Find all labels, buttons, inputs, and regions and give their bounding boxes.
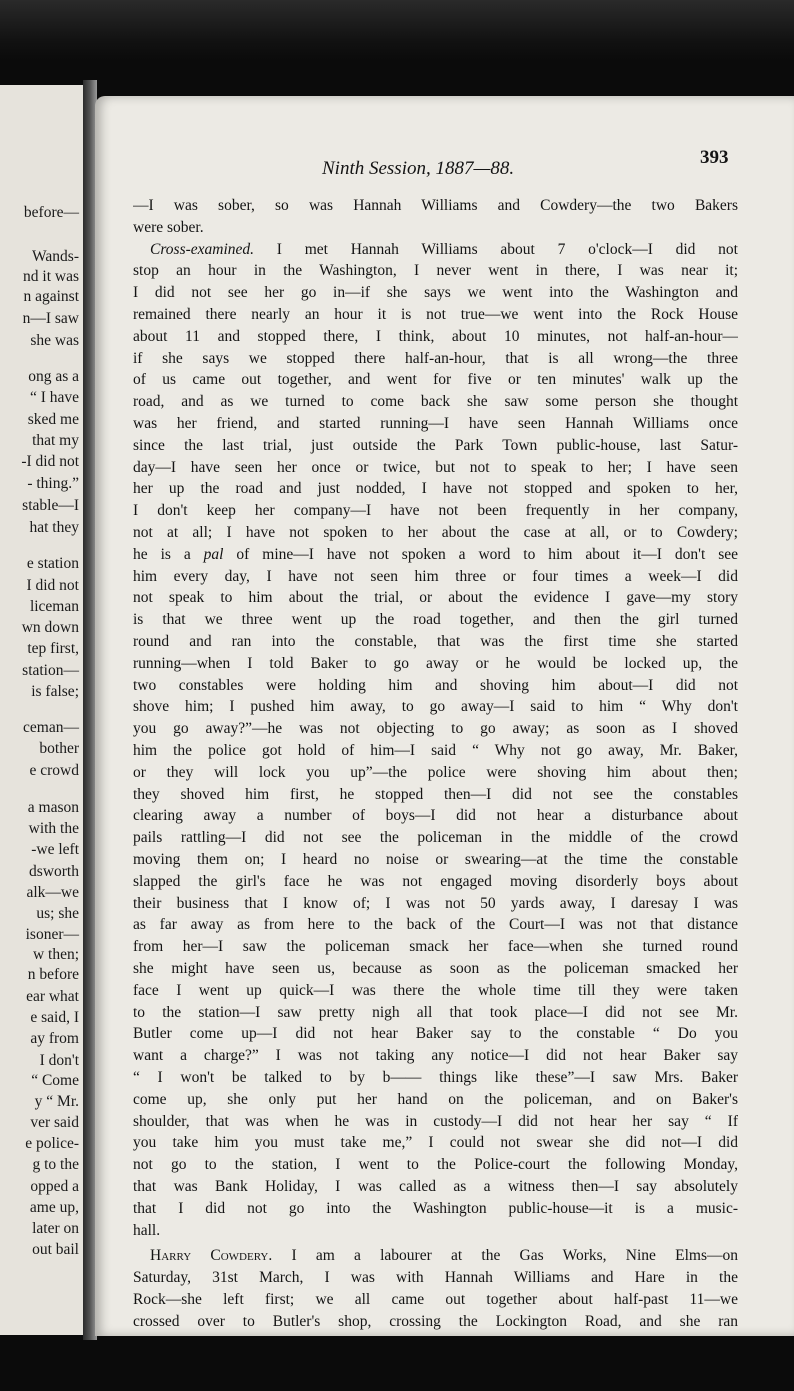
margin-fragment: I did not bbox=[26, 577, 79, 594]
text-line: Saturday, 31st March, I was with Hannah Williams and Hare in the bbox=[133, 1269, 738, 1286]
text-line: I don't keep her company—I have not been frequently in her company, bbox=[133, 502, 738, 519]
text-line: running—when I told Baker to go away or he would be locked up, the bbox=[133, 655, 738, 672]
text-line: if she says we stopped there half-an-hour, that is all wrong—the three bbox=[133, 350, 738, 367]
margin-fragment: e police- bbox=[25, 1135, 79, 1152]
previous-page-edge bbox=[0, 85, 85, 1335]
text-line: crossed over to Butler's shop, crossing the Lockington Road, and she ran bbox=[133, 1313, 738, 1330]
margin-fragment: I don't bbox=[39, 1052, 79, 1069]
margin-fragment: ver said bbox=[30, 1114, 79, 1131]
text-line bbox=[150, 240, 738, 260]
text-line: that was Bank Holiday, I was called as a witness then—I say absolutely bbox=[133, 1178, 738, 1195]
running-title: Ninth Session, 1887—88. bbox=[322, 158, 515, 179]
text-line: moving them on; I heard no noise or swearing—at the time the constable bbox=[133, 851, 738, 868]
text-line: I did not see her go in—if she says we went into the Washington and bbox=[133, 284, 738, 301]
line-text: I met Hannah Williams about 7 o'clock—I did not bbox=[254, 241, 738, 258]
text-line: of us came out together, and went for five or ten minutes' walk up the bbox=[133, 371, 738, 388]
margin-fragment: tep first, bbox=[27, 640, 79, 657]
text-line: him every day, I have not seen him three or four times a week—I did bbox=[133, 568, 738, 585]
text-line: come up, she only put her hand on the policeman, and on Baker's bbox=[133, 1091, 738, 1108]
text-line: day—I have seen her once or twice, but not to speak to her; I have seen bbox=[133, 459, 738, 476]
margin-fragment: out bail bbox=[32, 1241, 79, 1258]
margin-fragment: ame up, bbox=[29, 1199, 79, 1216]
text-line: or they will lock you up”—the police were shoving him about then; bbox=[133, 764, 738, 781]
margin-fragment: y “ Mr. bbox=[34, 1093, 79, 1110]
text-line: Butler come up—I did not hear Baker say to the constable “ Do you bbox=[133, 1025, 738, 1042]
cross-examined-label: Cross-examined. bbox=[150, 241, 255, 258]
margin-fragment: Wands- bbox=[32, 248, 79, 265]
text-line: face I went up quick—I was there the whole time till they were taken bbox=[133, 982, 738, 999]
margin-fragment: e said, I bbox=[30, 1009, 79, 1026]
margin-fragment: “ Come bbox=[31, 1072, 79, 1089]
text-line: shove him; I pushed him away, to go away—I said to him “ Why don't bbox=[133, 698, 738, 715]
text-line: not go to the station, I went to the Police-court the following Monday, bbox=[133, 1156, 738, 1173]
text-line: slapped the girl's face he was not engaged moving disorderly boys about bbox=[133, 873, 738, 890]
margin-fragment: before— bbox=[23, 204, 79, 221]
scanner-edge-top bbox=[0, 0, 794, 60]
margin-fragment: n before bbox=[27, 966, 79, 983]
text-line: two constables were holding him and shoving him about—I did not bbox=[133, 677, 738, 694]
margin-fragment: us; she bbox=[36, 905, 79, 922]
text-line: clearing away a number of boys—I did not hear a disturbance about bbox=[133, 807, 738, 824]
text-line: about 11 and stopped there, I think, about 10 minutes, not half-an-hour— bbox=[133, 328, 738, 345]
margin-fragment: with the bbox=[28, 820, 79, 837]
text-line: remained there nearly an hour it is not true—we went into the Rock House bbox=[133, 306, 738, 323]
line-text: I am a labourer at the Gas Works, Nine Elms—on bbox=[272, 1247, 738, 1264]
text-line: her up the road and just nodded, I have not stopped and spoken to her, bbox=[133, 480, 738, 497]
line-text: of mine—I have not spoken a word to him about it—I don't see bbox=[223, 546, 738, 563]
margin-fragment: “ I have bbox=[29, 389, 79, 406]
text-line: not at all; I have not spoken to her about the case at all, or to Cowdery; bbox=[133, 524, 738, 541]
margin-fragment: e crowd bbox=[29, 762, 79, 779]
scanner-edge-bottom bbox=[0, 1340, 794, 1391]
margin-fragment: n—I saw bbox=[22, 310, 79, 327]
text-line bbox=[150, 1246, 738, 1266]
margin-fragment: nd it was bbox=[23, 268, 79, 285]
margin-fragment: ear what bbox=[26, 988, 79, 1005]
pal-italic: pal bbox=[203, 546, 224, 563]
text-line: is that we three went up the road together, and then the girl turned bbox=[133, 611, 738, 628]
margin-fragment: dsworth bbox=[29, 863, 79, 880]
text-line: round and ran into the constable, that was the first time she started bbox=[133, 633, 738, 650]
text-line: shoulder, that was when he was in custody—I did not hear her say “ If bbox=[133, 1113, 738, 1130]
text-line: road, and as we turned to come back she saw some person she thought bbox=[133, 393, 738, 410]
margin-fragment: - thing.” bbox=[27, 475, 79, 492]
text-line: “ I won't be talked to by b—— things like these”—I saw Mrs. Baker bbox=[133, 1069, 738, 1086]
text-line: hall. bbox=[133, 1222, 161, 1239]
text-line: you take him you must take me,” I could not swear she did not—I did bbox=[133, 1134, 738, 1151]
text-line: as far away as from here to the back of the Court—I was not that distance bbox=[133, 916, 738, 933]
margin-fragment: station— bbox=[22, 662, 79, 679]
text-line: their business that I know of; I was not 50 yards away, I daresay I was bbox=[133, 895, 738, 912]
margin-fragment: she was bbox=[30, 332, 79, 349]
margin-fragment: liceman bbox=[29, 598, 79, 615]
text-line: pails rattling—I did not see the policeman in the middle of the crowd bbox=[133, 829, 738, 846]
margin-fragment: ay from bbox=[30, 1030, 79, 1047]
margin-fragment: ceman— bbox=[23, 719, 79, 736]
margin-fragment: isoner— bbox=[25, 926, 79, 943]
page-number: 393 bbox=[700, 147, 729, 168]
margin-fragment: bother bbox=[39, 740, 79, 757]
margin-fragment: is false; bbox=[31, 683, 79, 700]
margin-fragment: wn down bbox=[21, 619, 79, 636]
margin-fragment: hat they bbox=[29, 519, 79, 536]
margin-fragment: that my bbox=[32, 432, 79, 449]
margin-fragment: a mason bbox=[27, 799, 79, 816]
margin-fragment: e station bbox=[26, 555, 79, 572]
text-line: that I did not go into the Washington public-house—it is a music- bbox=[133, 1200, 738, 1217]
margin-fragment: stable—I bbox=[22, 497, 79, 514]
text-line: you go away?”—he was not objecting to go away; as soon as I shoved bbox=[133, 720, 738, 737]
margin-fragment: g to the bbox=[32, 1156, 79, 1173]
margin-fragment: w then; bbox=[32, 946, 79, 963]
margin-fragment: opped a bbox=[30, 1178, 79, 1195]
text-line: they shoved him first, he stopped then—I did not see the constables bbox=[133, 786, 738, 803]
text-line: to the station—I saw pretty nigh all that took place—I did not see Mr. bbox=[133, 1004, 738, 1021]
text-line: —I was sober, so was Hannah Williams and Cowdery—the two Bakers bbox=[133, 197, 738, 214]
margin-fragment: -I did not bbox=[21, 453, 79, 470]
margin-fragment: -we left bbox=[31, 841, 79, 858]
text-line: Rock—she left first; we all came out together about half-past 11—we bbox=[133, 1291, 738, 1308]
text-line: was her friend, and started running—I have seen Hannah Williams once bbox=[133, 415, 738, 432]
text-line: from her—I saw the policeman smack her face—when she turned round bbox=[133, 938, 738, 955]
text-line: she might have seen us, because as soon as the policeman smacked her bbox=[133, 960, 738, 977]
margin-fragment: later on bbox=[32, 1220, 79, 1237]
text-line: since the last trial, just outside the Park Town public-house, last Satur- bbox=[133, 437, 738, 454]
line-prefix: he is a bbox=[133, 546, 204, 563]
margin-fragment: ong as a bbox=[28, 368, 79, 385]
text-line: stop an hour in the Washington, I never went in there, I was near it; bbox=[133, 262, 738, 279]
text-line: were sober. bbox=[133, 219, 204, 236]
text-line bbox=[133, 545, 738, 565]
text-line: him the police got hold of him—I said “ Why not go away, Mr. Baker, bbox=[133, 742, 738, 759]
text-line: want a charge?” I was not taking any notice—I did not hear Baker say bbox=[133, 1047, 738, 1064]
text-line: not speak to him about the trial, or about the evidence I gave—my story bbox=[133, 589, 738, 606]
witness-name: Harry Cowdery. bbox=[150, 1247, 273, 1264]
margin-fragment: n against bbox=[23, 288, 79, 305]
margin-fragment: alk—we bbox=[26, 884, 79, 901]
margin-fragment: sked me bbox=[27, 411, 79, 428]
